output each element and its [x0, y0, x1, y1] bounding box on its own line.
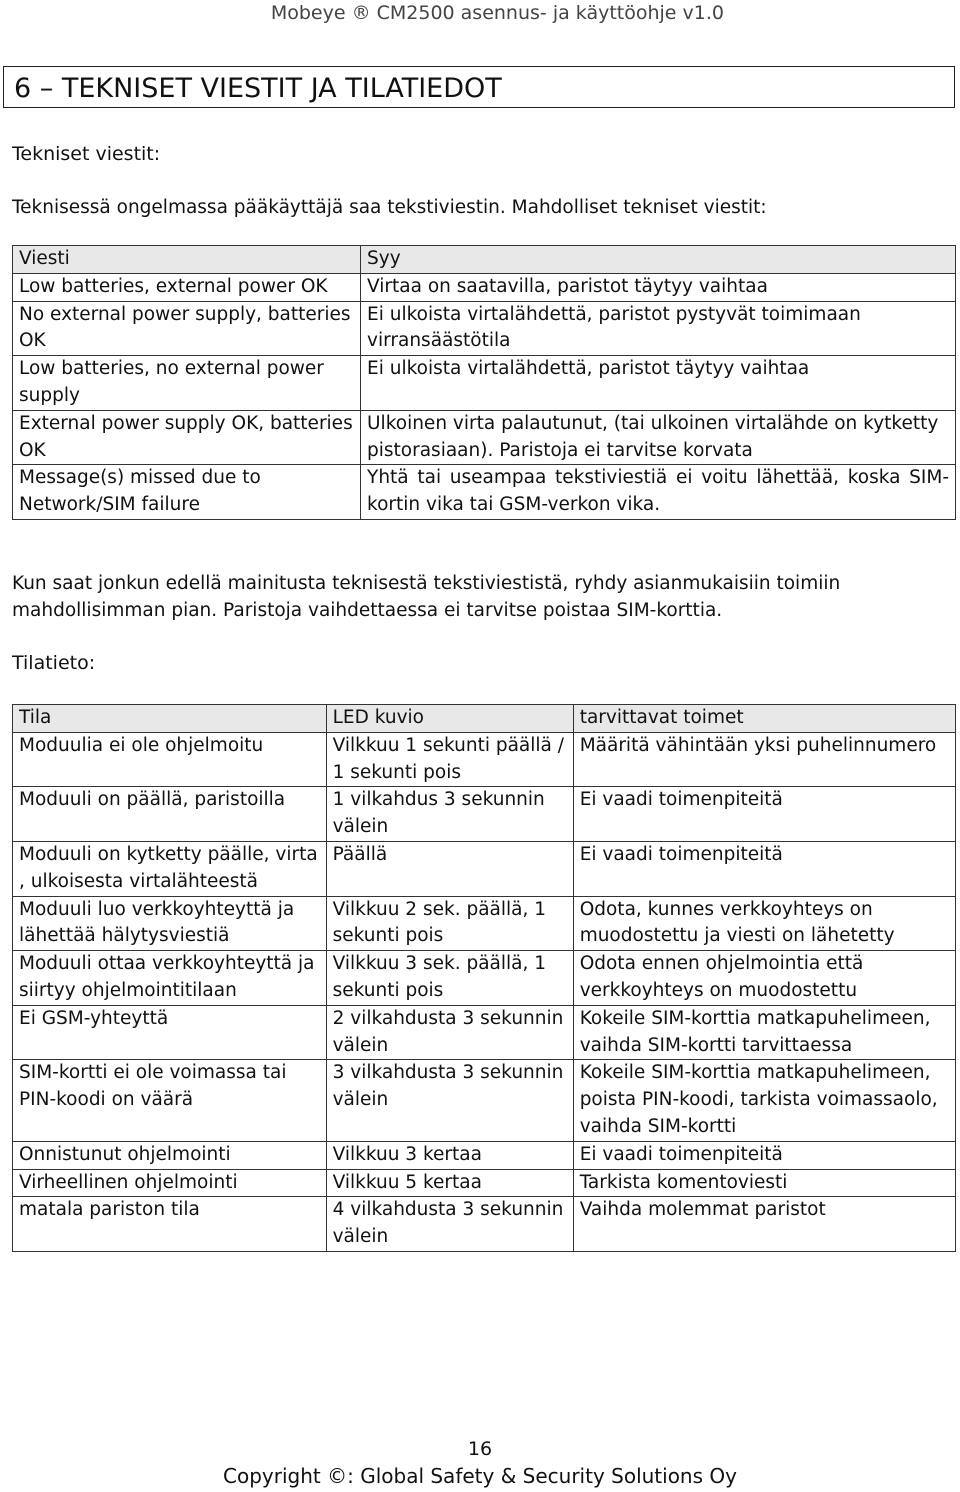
technical-intro-text: Teknisessä ongelmassa pääkäyttäjä saa tekstiviestin. Mahdolliset tekniset viestit: — [12, 197, 767, 218]
action-cell: Määritä vähintään yksi puhelinnumero — [573, 732, 955, 787]
table-row — [13, 732, 956, 787]
state-cell: Onnistunut ohjelmointi — [13, 1141, 327, 1169]
led-cell: Vilkkuu 3 sek. päällä, 1 sekunti pois — [326, 951, 573, 1006]
table-row — [13, 1169, 956, 1197]
led-cell: 4 vilkahdusta 3 sekunnin välein — [326, 1197, 573, 1252]
reason-cell: Virtaa on saatavilla, paristot täytyy vaihtaa — [361, 273, 956, 301]
section-title: 6 – TEKNISET VIESTIT JA TILATIEDOT — [14, 73, 502, 104]
message-cell: Low batteries, no external power supply — [13, 356, 361, 411]
table-row — [13, 465, 956, 520]
led-cell: Päällä — [326, 841, 573, 896]
column-header-actions: tarvittavat toimet — [573, 705, 955, 733]
table-row — [13, 1197, 956, 1252]
reason-cell: Ei ulkoista virtalähdettä, paristot täytyy vaihtaa — [361, 356, 956, 411]
state-cell: Moduuli luo verkkoyhteyttä ja lähettää hälytysviestiä — [13, 896, 327, 951]
table-row — [13, 1060, 956, 1141]
technical-messages-heading: Tekniset viestit: — [12, 143, 161, 165]
message-cell: External power supply OK, batteries OK — [13, 410, 361, 465]
table-header-row — [13, 705, 956, 733]
column-header-message: Viesti — [13, 246, 361, 274]
action-cell: Ei vaadi toimenpiteitä — [573, 841, 955, 896]
state-cell: SIM-kortti ei ole voimassa tai PIN-koodi on väärä — [13, 1060, 327, 1141]
action-cell: Odota, kunnes verkkoyhteys on muodostettu ja viesti on lähetetty — [573, 896, 955, 951]
table-row — [13, 410, 956, 465]
table-row — [13, 896, 956, 951]
column-header-led-pattern: LED kuvio — [326, 705, 573, 733]
table-row — [13, 301, 956, 356]
technical-messages-table — [12, 245, 956, 520]
column-header-state: Tila — [13, 705, 327, 733]
table-row — [13, 356, 956, 411]
state-cell: Moduuli on kytketty päälle, virta , ulkoisesta virtalähteestä — [13, 841, 327, 896]
table-row — [13, 787, 956, 842]
led-cell: Vilkkuu 1 sekunti päällä / 1 sekunti pois — [326, 732, 573, 787]
status-heading: Tilatieto: — [12, 652, 96, 674]
state-cell: matala pariston tila — [13, 1197, 327, 1252]
copyright-text: Copyright ©: Global Safety & Security Solutions Oy — [223, 1464, 737, 1488]
technical-after-text: Kun saat jonkun edellä mainitusta teknisestä tekstiviestistä, ryhdy asianmukaisiin toimiin mahdollisimman pian. Paristoja vaihdettaessa ei tarvitse poistaa SIM-korttia. — [12, 573, 841, 621]
status-table — [12, 704, 956, 1252]
state-cell: Moduulia ei ole ohjelmoitu — [13, 732, 327, 787]
state-cell: Ei GSM-yhteyttä — [13, 1005, 327, 1060]
led-cell: Vilkkuu 3 kertaa — [326, 1141, 573, 1169]
action-cell: Ei vaadi toimenpiteitä — [573, 1141, 955, 1169]
action-cell: Vaihda molemmat paristot — [573, 1197, 955, 1252]
table-row — [13, 1141, 956, 1169]
led-cell: 3 vilkahdusta 3 sekunnin välein — [326, 1060, 573, 1141]
table-row — [13, 951, 956, 1006]
reason-cell: Ei ulkoista virtalähdettä, paristot pystyvät toimimaan virransäästötila — [361, 301, 956, 356]
led-cell: 2 vilkahdusta 3 sekunnin välein — [326, 1005, 573, 1060]
column-header-reason: Syy — [361, 246, 956, 274]
led-cell: 1 vilkahdus 3 sekunnin välein — [326, 787, 573, 842]
state-cell: Moduuli ottaa verkkoyhteyttä ja siirtyy ohjelmointitilaan — [13, 951, 327, 1006]
action-cell: Ei vaadi toimenpiteitä — [573, 787, 955, 842]
table-row — [13, 273, 956, 301]
table-row — [13, 841, 956, 896]
reason-cell: Ulkoinen virta palautunut, (tai ulkoinen virtalähde on kytketty pistorasiaan). Paristoja ei tarvitse korvata — [361, 410, 956, 465]
action-cell: Kokeile SIM-korttia matkapuhelimeen, poista PIN-koodi, tarkista voimassaolo, vaihda SIM-kortti — [573, 1060, 955, 1141]
table-header-row — [13, 246, 956, 274]
document-header — [0, 0, 960, 26]
reason-cell: Yhtä tai useampaa tekstiviestiä ei voitu lähettää, koska SIM-kortin vika tai GSM-verkon vika. — [361, 465, 956, 520]
message-cell: Message(s) missed due to Network/SIM failure — [13, 465, 361, 520]
header-title: Mobeye ® CM2500 asennus- ja käyttöohje v1.0 — [270, 2, 724, 24]
state-cell: Virheellinen ohjelmointi — [13, 1169, 327, 1197]
message-cell: Low batteries, external power OK — [13, 273, 361, 301]
action-cell: Tarkista komentoviesti — [573, 1169, 955, 1197]
table-row — [13, 1005, 956, 1060]
action-cell: Odota ennen ohjelmointia että verkkoyhteys on muodostettu — [573, 951, 955, 1006]
led-cell: Vilkkuu 5 kertaa — [326, 1169, 573, 1197]
led-cell: Vilkkuu 2 sek. päällä, 1 sekunti pois — [326, 896, 573, 951]
action-cell: Kokeile SIM-korttia matkapuhelimeen, vaihda SIM-kortti tarvittaessa — [573, 1005, 955, 1060]
state-cell: Moduuli on päällä, paristoilla — [13, 787, 327, 842]
section-heading-box — [3, 66, 955, 108]
message-cell: No external power supply, batteries OK — [13, 301, 361, 356]
page-number: 16 — [467, 1438, 493, 1460]
